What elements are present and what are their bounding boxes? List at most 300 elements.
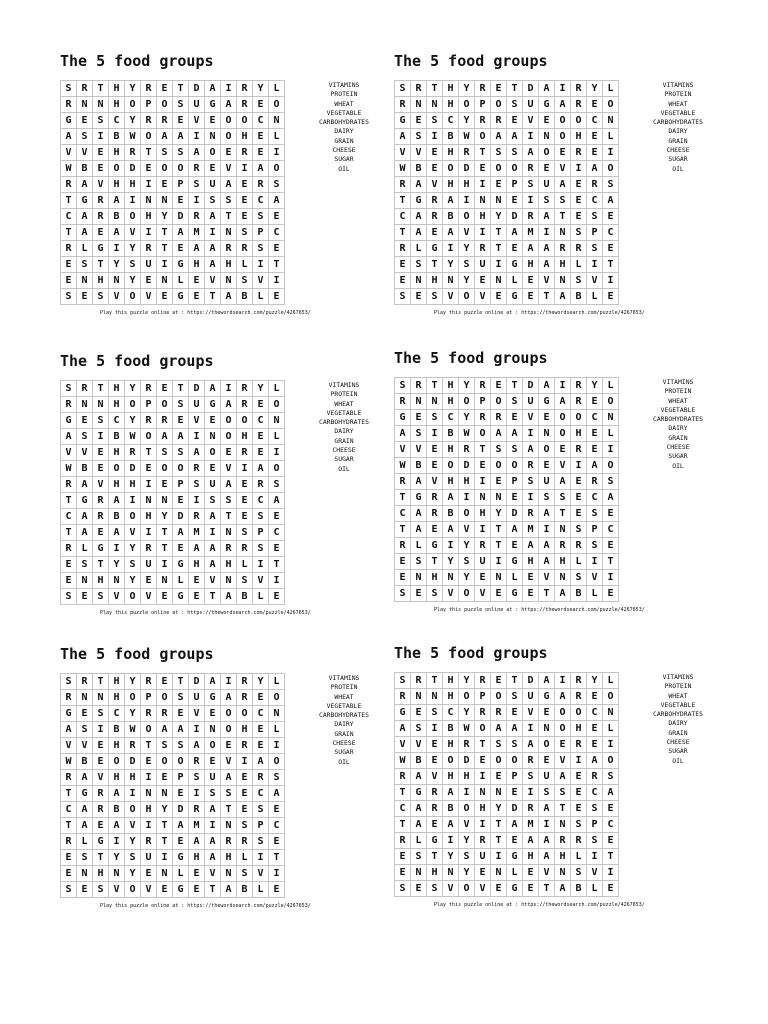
grid-cell: S [125, 257, 141, 273]
grid-cell: P [587, 522, 603, 538]
grid-cell: H [109, 81, 125, 97]
grid-cell: S [269, 477, 285, 493]
grid-cell: C [61, 802, 77, 818]
grid-cell: L [411, 833, 427, 849]
grid-cell: R [189, 161, 205, 177]
grid-cell: S [61, 289, 77, 305]
grid-cell: V [253, 866, 269, 882]
grid-cell: S [173, 97, 189, 113]
grid-cell: E [253, 722, 269, 738]
grid-cell: Y [491, 209, 507, 225]
grid-cell: R [141, 541, 157, 557]
grid-cell: I [141, 177, 157, 193]
grid-cell: U [205, 477, 221, 493]
word-list-item: DAIRY [334, 720, 354, 729]
word-list-item: OIL [672, 756, 684, 765]
grid-cell: N [93, 690, 109, 706]
word-list [646, 378, 710, 471]
grid-cell: H [443, 689, 459, 705]
grid-cell: N [555, 865, 571, 881]
grid-cell: R [555, 833, 571, 849]
grid-cell: T [221, 509, 237, 525]
grid-cell: B [77, 161, 93, 177]
grid-cell: T [61, 525, 77, 541]
grid-cell: W [125, 129, 141, 145]
grid-cell: L [269, 429, 285, 445]
grid-cell: T [427, 378, 443, 394]
grid-cell: E [269, 209, 285, 225]
grid-cell: O [125, 289, 141, 305]
grid-cell: G [395, 113, 411, 129]
grid-cell: Y [587, 81, 603, 97]
grid-cell: R [237, 674, 253, 690]
letter-grid [60, 380, 285, 605]
grid-cell: Y [157, 209, 173, 225]
grid-cell: E [491, 378, 507, 394]
grid-cell: R [141, 706, 157, 722]
grid-cell: I [189, 722, 205, 738]
grid-cell: V [427, 177, 443, 193]
grid-cell: S [189, 770, 205, 786]
grid-cell: I [189, 786, 205, 802]
grid-cell: U [475, 257, 491, 273]
grid-cell: E [141, 866, 157, 882]
grid-cell: V [205, 866, 221, 882]
grid-cell: S [411, 721, 427, 737]
puzzle-url-footer: Play this puzzle online at : https://thewordsearch.com/puzzle/4267653/ [434, 607, 645, 613]
grid-cell: B [443, 801, 459, 817]
grid-cell: A [61, 129, 77, 145]
grid-cell: H [221, 557, 237, 573]
grid-cell: A [603, 193, 619, 209]
grid-cell: S [237, 525, 253, 541]
grid-cell: E [237, 802, 253, 818]
grid-cell: V [411, 145, 427, 161]
grid-cell: V [395, 737, 411, 753]
grid-cell: S [411, 554, 427, 570]
grid-cell: R [395, 394, 411, 410]
grid-cell: P [173, 477, 189, 493]
grid-cell: N [411, 394, 427, 410]
grid-cell: R [125, 738, 141, 754]
grid-cell: U [141, 257, 157, 273]
word-list-item: CHEESE [332, 739, 356, 748]
grid-cell: H [125, 770, 141, 786]
grid-cell: R [459, 442, 475, 458]
grid-cell: Y [157, 802, 173, 818]
grid-cell: S [61, 81, 77, 97]
grid-cell: C [109, 113, 125, 129]
grid-cell: A [411, 177, 427, 193]
grid-cell: L [269, 381, 285, 397]
grid-cell: N [205, 722, 221, 738]
grid-cell: H [427, 273, 443, 289]
grid-cell: V [443, 881, 459, 897]
grid-cell: U [141, 557, 157, 573]
grid-cell: S [603, 177, 619, 193]
grid-cell: E [141, 273, 157, 289]
grid-cell: Y [459, 113, 475, 129]
grid-cell: A [253, 161, 269, 177]
grid-cell: S [173, 445, 189, 461]
grid-cell: A [555, 394, 571, 410]
word-list [646, 81, 710, 174]
grid-cell: I [587, 257, 603, 273]
grid-cell: S [571, 817, 587, 833]
grid-cell: E [93, 225, 109, 241]
grid-cell: O [269, 461, 285, 477]
grid-cell: T [221, 802, 237, 818]
grid-cell: R [459, 145, 475, 161]
word-list-item: VEGETABLE [660, 405, 696, 414]
grid-cell: S [237, 573, 253, 589]
grid-cell: V [109, 289, 125, 305]
grid-cell: C [443, 113, 459, 129]
grid-cell: I [523, 721, 539, 737]
grid-cell: R [141, 113, 157, 129]
grid-cell: N [411, 865, 427, 881]
grid-cell: E [523, 865, 539, 881]
grid-cell: A [587, 161, 603, 177]
grid-cell: N [475, 785, 491, 801]
grid-cell: V [395, 442, 411, 458]
word-list-item: GRAIN [334, 136, 354, 145]
grid-cell: E [587, 129, 603, 145]
grid-cell: O [221, 706, 237, 722]
grid-cell: H [443, 442, 459, 458]
grid-cell: O [221, 722, 237, 738]
grid-cell: R [141, 413, 157, 429]
grid-cell: D [125, 461, 141, 477]
grid-cell: E [205, 461, 221, 477]
grid-cell: R [475, 538, 491, 554]
grid-cell: E [539, 753, 555, 769]
grid-cell: G [173, 882, 189, 898]
grid-cell: R [157, 113, 173, 129]
grid-cell: M [189, 225, 205, 241]
word-list-item: OIL [338, 164, 350, 173]
grid-cell: S [459, 849, 475, 865]
grid-cell: E [395, 273, 411, 289]
grid-cell: V [221, 754, 237, 770]
grid-cell: E [237, 477, 253, 493]
grid-cell: G [507, 586, 523, 602]
grid-cell: C [253, 413, 269, 429]
puzzle-title: The 5 food groups [394, 52, 548, 70]
grid-cell: B [77, 461, 93, 477]
grid-cell: S [411, 129, 427, 145]
grid-cell: I [253, 850, 269, 866]
grid-cell: E [507, 538, 523, 554]
grid-cell: S [411, 849, 427, 865]
grid-cell: H [109, 738, 125, 754]
grid-cell: T [157, 525, 173, 541]
grid-cell: V [93, 770, 109, 786]
grid-cell: C [253, 706, 269, 722]
grid-cell: E [539, 113, 555, 129]
grid-cell: H [109, 145, 125, 161]
grid-cell: L [173, 866, 189, 882]
grid-cell: E [157, 770, 173, 786]
grid-cell: E [395, 257, 411, 273]
grid-cell: O [491, 458, 507, 474]
puzzle-title: The 5 food groups [394, 644, 548, 662]
grid-cell: A [395, 426, 411, 442]
grid-cell: B [571, 289, 587, 305]
grid-cell: C [603, 522, 619, 538]
grid-cell: R [571, 97, 587, 113]
grid-cell: D [507, 506, 523, 522]
grid-cell: H [475, 801, 491, 817]
word-list-item: VITAMINS [328, 81, 360, 89]
grid-cell: S [253, 209, 269, 225]
grid-cell: S [61, 882, 77, 898]
grid-cell: E [587, 97, 603, 113]
grid-cell: E [157, 882, 173, 898]
grid-cell: R [395, 769, 411, 785]
grid-cell: Y [125, 573, 141, 589]
grid-cell: E [61, 866, 77, 882]
grid-cell: H [93, 866, 109, 882]
grid-cell: I [205, 818, 221, 834]
grid-cell: T [157, 834, 173, 850]
grid-cell: O [555, 426, 571, 442]
grid-cell: R [221, 834, 237, 850]
grid-cell: G [77, 786, 93, 802]
grid-cell: I [603, 273, 619, 289]
grid-cell: O [459, 881, 475, 897]
grid-cell: E [269, 241, 285, 257]
grid-cell: T [93, 257, 109, 273]
grid-cell: A [603, 785, 619, 801]
grid-cell: V [587, 865, 603, 881]
grid-cell: E [523, 570, 539, 586]
grid-cell: E [157, 289, 173, 305]
grid-cell: R [427, 801, 443, 817]
grid-cell: P [475, 394, 491, 410]
word-list-item: WHEAT [334, 99, 354, 108]
grid-cell: A [395, 129, 411, 145]
grid-cell: E [77, 289, 93, 305]
grid-cell: S [507, 97, 523, 113]
grid-cell: E [253, 690, 269, 706]
grid-cell: O [269, 97, 285, 113]
grid-cell: B [109, 209, 125, 225]
grid-cell: I [125, 493, 141, 509]
grid-cell: I [93, 429, 109, 445]
grid-cell: E [205, 413, 221, 429]
grid-cell: N [93, 397, 109, 413]
grid-cell: E [587, 689, 603, 705]
grid-cell: I [269, 866, 285, 882]
grid-cell: S [237, 818, 253, 834]
grid-cell: C [603, 817, 619, 833]
grid-cell: R [61, 241, 77, 257]
grid-cell: N [141, 786, 157, 802]
grid-cell: R [61, 97, 77, 113]
grid-cell: V [411, 442, 427, 458]
grid-cell: D [189, 381, 205, 397]
grid-cell: S [157, 738, 173, 754]
grid-cell: R [189, 461, 205, 477]
grid-cell: A [587, 753, 603, 769]
grid-cell: S [395, 586, 411, 602]
grid-cell: A [555, 97, 571, 113]
grid-cell: A [189, 738, 205, 754]
grid-cell: S [539, 785, 555, 801]
grid-cell: H [109, 397, 125, 413]
grid-cell: I [603, 865, 619, 881]
grid-cell: O [475, 129, 491, 145]
grid-cell: N [491, 570, 507, 586]
grid-cell: S [237, 866, 253, 882]
grid-cell: A [205, 834, 221, 850]
grid-cell: E [411, 881, 427, 897]
grid-cell: O [459, 586, 475, 602]
grid-cell: E [555, 145, 571, 161]
grid-cell: Y [253, 81, 269, 97]
grid-cell: A [61, 429, 77, 445]
grid-cell: Y [587, 673, 603, 689]
grid-cell: A [507, 817, 523, 833]
grid-cell: T [61, 193, 77, 209]
grid-cell: S [125, 557, 141, 573]
grid-cell: R [571, 378, 587, 394]
grid-cell: E [237, 770, 253, 786]
grid-cell: N [603, 705, 619, 721]
grid-cell: G [411, 785, 427, 801]
grid-cell: O [205, 738, 221, 754]
grid-cell: E [253, 97, 269, 113]
grid-cell: V [475, 881, 491, 897]
grid-cell: I [539, 522, 555, 538]
grid-cell: N [555, 817, 571, 833]
grid-cell: A [221, 397, 237, 413]
grid-cell: O [125, 509, 141, 525]
grid-cell: G [61, 113, 77, 129]
word-list-item: SUGAR [668, 452, 688, 461]
grid-cell: S [173, 738, 189, 754]
grid-cell: N [77, 573, 93, 589]
grid-cell: E [221, 445, 237, 461]
grid-cell: A [555, 689, 571, 705]
grid-cell: O [109, 161, 125, 177]
grid-cell: R [93, 193, 109, 209]
grid-cell: H [459, 177, 475, 193]
grid-cell: H [109, 770, 125, 786]
grid-cell: R [555, 241, 571, 257]
grid-cell: A [539, 506, 555, 522]
grid-cell: R [523, 458, 539, 474]
grid-cell: T [395, 193, 411, 209]
grid-cell: E [253, 145, 269, 161]
grid-cell: E [173, 834, 189, 850]
word-list-item: VITAMINS [662, 673, 694, 681]
word-list-item: VEGETABLE [326, 408, 362, 417]
grid-cell: A [109, 493, 125, 509]
grid-cell: S [77, 129, 93, 145]
word-list-item: CHEESE [666, 738, 690, 747]
grid-cell: O [571, 410, 587, 426]
grid-cell: G [507, 289, 523, 305]
grid-cell: R [237, 541, 253, 557]
grid-cell: E [603, 833, 619, 849]
grid-cell: I [475, 474, 491, 490]
grid-cell: T [93, 850, 109, 866]
grid-cell: Y [125, 113, 141, 129]
grid-cell: E [157, 477, 173, 493]
grid-cell: S [205, 493, 221, 509]
grid-cell: A [507, 721, 523, 737]
word-list-item: VITAMINS [662, 81, 694, 89]
grid-cell: A [157, 129, 173, 145]
grid-cell: B [109, 129, 125, 145]
grid-cell: N [205, 129, 221, 145]
grid-cell: A [539, 241, 555, 257]
grid-cell: G [507, 257, 523, 273]
grid-cell: H [443, 177, 459, 193]
grid-cell: S [157, 145, 173, 161]
word-list-item: CARBOHYDRATES [318, 711, 370, 720]
grid-cell: O [555, 113, 571, 129]
grid-cell: S [459, 257, 475, 273]
grid-cell: G [173, 589, 189, 605]
grid-cell: R [141, 241, 157, 257]
grid-cell: G [205, 690, 221, 706]
grid-cell: E [523, 289, 539, 305]
grid-cell: B [443, 721, 459, 737]
grid-cell: R [237, 834, 253, 850]
word-list [646, 673, 710, 766]
grid-cell: O [539, 442, 555, 458]
grid-cell: H [109, 381, 125, 397]
grid-cell: A [205, 850, 221, 866]
grid-cell: E [157, 381, 173, 397]
grid-cell: T [507, 378, 523, 394]
grid-cell: B [237, 289, 253, 305]
grid-cell: S [395, 881, 411, 897]
grid-cell: E [157, 177, 173, 193]
grid-cell: N [427, 97, 443, 113]
word-list-item: SUGAR [334, 748, 354, 757]
grid-cell: T [93, 557, 109, 573]
grid-cell: H [427, 865, 443, 881]
grid-cell: I [523, 785, 539, 801]
grid-cell: E [571, 193, 587, 209]
grid-cell: O [125, 882, 141, 898]
grid-cell: I [475, 225, 491, 241]
grid-cell: A [77, 177, 93, 193]
word-list-item: VITAMINS [328, 381, 360, 389]
grid-cell: I [125, 786, 141, 802]
grid-cell: R [491, 113, 507, 129]
grid-cell: V [523, 705, 539, 721]
grid-cell: O [125, 690, 141, 706]
grid-cell: S [93, 289, 109, 305]
grid-cell: S [491, 442, 507, 458]
grid-cell: A [189, 145, 205, 161]
grid-cell: E [427, 522, 443, 538]
grid-cell: P [141, 690, 157, 706]
grid-cell: S [93, 706, 109, 722]
grid-cell: H [523, 554, 539, 570]
grid-cell: U [189, 97, 205, 113]
grid-cell: R [93, 209, 109, 225]
grid-cell: A [189, 541, 205, 557]
grid-cell: T [475, 737, 491, 753]
grid-cell: C [587, 113, 603, 129]
grid-cell: W [459, 426, 475, 442]
